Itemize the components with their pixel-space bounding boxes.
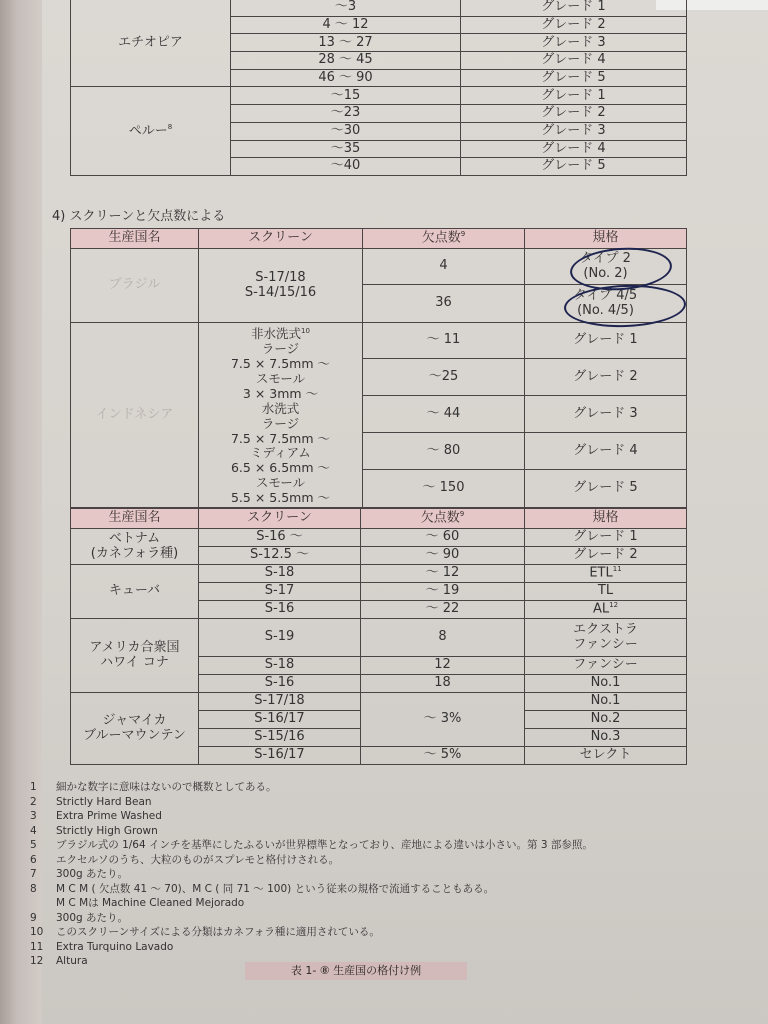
- screen-line: ラージ: [261, 415, 300, 431]
- footnote: [30, 911, 730, 926]
- screen-cell: S-15/16: [199, 729, 361, 747]
- grade-cell: グレード 2: [525, 547, 687, 565]
- screen-line: ミディアム: [250, 445, 311, 461]
- screen-line: 3 × 3mm 〜: [242, 385, 319, 401]
- footnote: [30, 809, 730, 824]
- country-peru: [71, 87, 231, 175]
- grade-cell: グレード 5: [461, 158, 687, 176]
- grade-cell: No.2: [525, 711, 687, 729]
- footnote-ref: 12: [609, 601, 619, 610]
- grade-cell: No.1: [525, 675, 687, 693]
- footnote-text: ブラジル式の 1/64 インチを基準にしたふるいが世界標準となっており、産地による違いは小さい。第 3 部参照。: [56, 839, 593, 851]
- standard-value: タイプ 2: [580, 251, 631, 267]
- grade-cell: グレード 4: [461, 52, 687, 70]
- screen-cell: S-16: [199, 675, 361, 693]
- footnote-number: 11: [30, 940, 44, 953]
- grade-cell: グレード 3: [461, 122, 687, 140]
- header-screen: スクリーン: [199, 509, 361, 529]
- country-vietnam: [71, 529, 199, 565]
- grade-table-top: [70, 0, 687, 176]
- footnote: [30, 780, 730, 795]
- table-row: [71, 619, 687, 657]
- footnote: [30, 925, 730, 940]
- footnote-number: 12: [30, 955, 44, 967]
- grade-value: ファンシー: [573, 636, 638, 652]
- footnote-number: 7: [30, 868, 37, 880]
- footnote-number: 9: [30, 911, 37, 924]
- grade-cell: グレード 3: [525, 396, 687, 433]
- grade-cell: [525, 619, 687, 657]
- country-jamaica: [71, 693, 199, 765]
- footnote-text: Extra Prime Washed: [56, 810, 162, 822]
- grade-cell: ファンシー: [525, 657, 687, 675]
- defects-cell: 〜25: [363, 359, 525, 396]
- standard-value: (No. 4/5): [577, 302, 634, 318]
- defects-cell: 〜 60: [361, 529, 525, 547]
- header-country: 生産国名: [71, 509, 199, 529]
- defects-cell: 46 〜 90: [231, 69, 461, 87]
- defects-cell: 〜30: [231, 122, 461, 140]
- grade-cell: グレード 1: [461, 0, 687, 16]
- grade-cell: [525, 565, 687, 583]
- grade-cell: No.3: [525, 729, 687, 747]
- standard-value: タイプ 4/5: [573, 288, 638, 304]
- defects-cell: 〜 90: [361, 547, 525, 565]
- table-row: [71, 87, 687, 105]
- header-defects-label: 欠点数: [421, 230, 461, 246]
- defects-cell: 〜15: [231, 87, 461, 105]
- footnote-text: M C Mは Machine Cleaned Mejorado: [56, 897, 245, 909]
- screen-line: 水洗式: [261, 400, 300, 416]
- defects-cell: 4 〜 12: [231, 16, 461, 34]
- footnote-number: 2: [30, 795, 37, 808]
- defects-cell: 〜 22: [361, 601, 525, 619]
- footnote-ref: 9: [459, 510, 465, 519]
- defects-cell: 13 〜 27: [231, 34, 461, 52]
- footnote-text: M C M ( 欠点数 41 〜 70)、M C ( 同 71 〜 100) という従来の規格で流通することもある。: [56, 882, 495, 895]
- footnote-text: 300g あたり。: [56, 911, 129, 924]
- footnote: [30, 853, 730, 868]
- defects-cell: 4: [363, 249, 525, 285]
- defects-cell: 〜23: [231, 105, 461, 123]
- footnote-number: 3: [30, 810, 37, 822]
- screen-cell: [199, 249, 363, 323]
- defects-cell: 〜35: [231, 140, 461, 158]
- screen-line: 7.5 × 7.5mm 〜: [230, 430, 330, 446]
- defects-cell: 〜 5%: [361, 747, 525, 765]
- footnote: [30, 882, 730, 897]
- grade-cell: グレード 2: [525, 359, 687, 396]
- screen-line: スモール: [255, 370, 306, 386]
- grade-cell: グレード 2: [461, 105, 687, 123]
- screen-line-text: 非水洗式: [251, 326, 302, 342]
- footnote-ref: 9: [460, 230, 466, 239]
- defects-cell: 〜 80: [363, 433, 525, 470]
- screen-line: 7.5 × 7.5mm 〜: [230, 355, 330, 371]
- country-subname: ブルーマウンテン: [83, 727, 186, 743]
- grade-cell: グレード 3: [461, 34, 687, 52]
- footnote: [30, 838, 730, 853]
- country-name: ベトナム: [108, 531, 161, 547]
- screen-value: S-17/18: [255, 270, 306, 286]
- footnote-text: Strictly Hard Bean: [56, 795, 152, 808]
- grade-cell: グレード 2: [461, 16, 687, 34]
- country-name: ペルー: [128, 123, 168, 139]
- screen-cell: S-16/17: [199, 747, 361, 765]
- defects-cell: 36: [363, 285, 525, 323]
- defects-cell: 〜 12: [361, 565, 525, 583]
- grade-cell: グレード 1: [525, 323, 687, 359]
- header-defects: [363, 229, 525, 249]
- table-header-row: [71, 509, 687, 529]
- screen-cell: S-16/17: [199, 711, 361, 729]
- grade-cell: No.1: [525, 693, 687, 711]
- country-name: アメリカ合衆国: [89, 640, 180, 656]
- defects-cell: 〜 19: [361, 583, 525, 601]
- header-standard: 規格: [525, 229, 687, 249]
- defects-cell: 18: [361, 675, 525, 693]
- footnote-number: [30, 896, 56, 911]
- footnote-text: Altura: [56, 955, 88, 967]
- defects-cell: 〜 3%: [361, 693, 525, 747]
- table-row: [71, 0, 687, 16]
- country-subname: ハワイ コナ: [100, 654, 169, 670]
- screen-line: [199, 324, 362, 342]
- table-row: [71, 323, 687, 359]
- footnote-ref: 8: [167, 122, 173, 131]
- screen-cell: S-16 〜: [199, 529, 361, 547]
- section-heading: 4) スクリーンと欠点数による: [52, 209, 226, 224]
- grade-cell: グレード 4: [461, 140, 687, 158]
- screen-cell: S-17: [199, 583, 361, 601]
- grade-value: ETL: [589, 565, 613, 581]
- table-row: [71, 565, 687, 583]
- footnote: [30, 824, 730, 839]
- screen-cell: [199, 323, 363, 508]
- grade-cell: グレード 5: [525, 470, 687, 508]
- footnote-text: 細かな数字に意味はないので概数としてある。: [56, 781, 277, 793]
- country-indonesia: インドネシア: [71, 323, 199, 508]
- footnote-text: エクセルソのうち、大粒のものがスプレモと格付けされる。: [56, 853, 340, 866]
- footnote-text: 300g あたり。: [56, 868, 129, 880]
- grade-value: AL: [592, 601, 610, 617]
- screen-cell: S-16: [199, 601, 361, 619]
- grade-cell: [525, 601, 687, 619]
- header-screen: スクリーン: [199, 229, 363, 249]
- footnote: [30, 867, 730, 882]
- country-hawaii: [71, 619, 199, 693]
- footnote-number: 5: [30, 839, 37, 851]
- header-country: 生産国名: [71, 229, 199, 249]
- footnote-number: 8: [30, 882, 37, 895]
- header-defects: [361, 509, 525, 529]
- screen-cell: S-19: [199, 619, 361, 657]
- screen-cell: S-17/18: [199, 693, 361, 711]
- header-standard: 規格: [525, 509, 687, 529]
- table-row: [71, 529, 687, 547]
- footnote-number: 4: [30, 824, 37, 837]
- grade-cell: TL: [525, 583, 687, 601]
- screen-line: スモール: [255, 475, 306, 491]
- footnote-text: Strictly High Grown: [56, 824, 158, 837]
- country-cuba: キューバ: [71, 565, 199, 619]
- screen-value: S-14/15/16: [244, 284, 317, 300]
- country-grade-table: [70, 508, 687, 765]
- defects-cell: 28 〜 45: [231, 52, 461, 70]
- grade-cell: セレクト: [525, 747, 687, 765]
- footnote-text: このスクリーンサイズによる分類はカネフォラ種に適用されている。: [56, 926, 380, 938]
- screen-line: ラージ: [261, 341, 300, 357]
- footnotes: [30, 780, 730, 969]
- header-defects-label: 欠点数: [420, 510, 460, 526]
- standard-value: (No. 2): [583, 265, 628, 281]
- screen-cell: S-12.5 〜: [199, 547, 361, 565]
- defects-cell: 〜40: [231, 158, 461, 176]
- screen-cell: S-18: [199, 565, 361, 583]
- grade-cell: グレード 4: [525, 433, 687, 470]
- footnote: [30, 795, 730, 810]
- defects-cell: 〜 44: [363, 396, 525, 433]
- table-row: [71, 693, 687, 711]
- defects-cell: 〜 150: [363, 470, 525, 508]
- footnote-number: 10: [30, 926, 44, 938]
- table-header-row: [71, 229, 687, 249]
- country-ethiopia: エチオピア: [71, 0, 231, 87]
- footnote-ref: 10: [301, 327, 310, 335]
- defects-cell: 12: [361, 657, 525, 675]
- table-caption: 表 1- ⑧ 生産国の格付け例: [245, 962, 467, 980]
- defects-cell: 〜3: [231, 0, 461, 16]
- screen-line: 5.5 × 5.5mm 〜: [230, 490, 330, 506]
- grade-cell: グレード 1: [461, 87, 687, 105]
- footnote-text: Extra Turquino Lavado: [56, 940, 174, 953]
- country-brazil: ブラジル: [71, 249, 199, 323]
- defects-cell: 8: [361, 619, 525, 657]
- grade-cell: グレード 5: [461, 69, 687, 87]
- screen-line: 6.5 × 6.5mm 〜: [230, 460, 330, 476]
- country-name: ジャマイカ: [102, 713, 167, 729]
- grade-value: エクストラ: [573, 622, 638, 638]
- footnote: [30, 896, 730, 911]
- footnote-number: 1: [30, 781, 37, 793]
- defects-cell: 〜 11: [363, 323, 525, 359]
- screen-cell: S-18: [199, 657, 361, 675]
- footnote: [30, 940, 730, 955]
- country-subname: (カネフォラ種): [90, 545, 179, 561]
- grade-cell: グレード 1: [525, 529, 687, 547]
- footnote-ref: 11: [612, 565, 622, 574]
- footnote-number: 6: [30, 853, 37, 866]
